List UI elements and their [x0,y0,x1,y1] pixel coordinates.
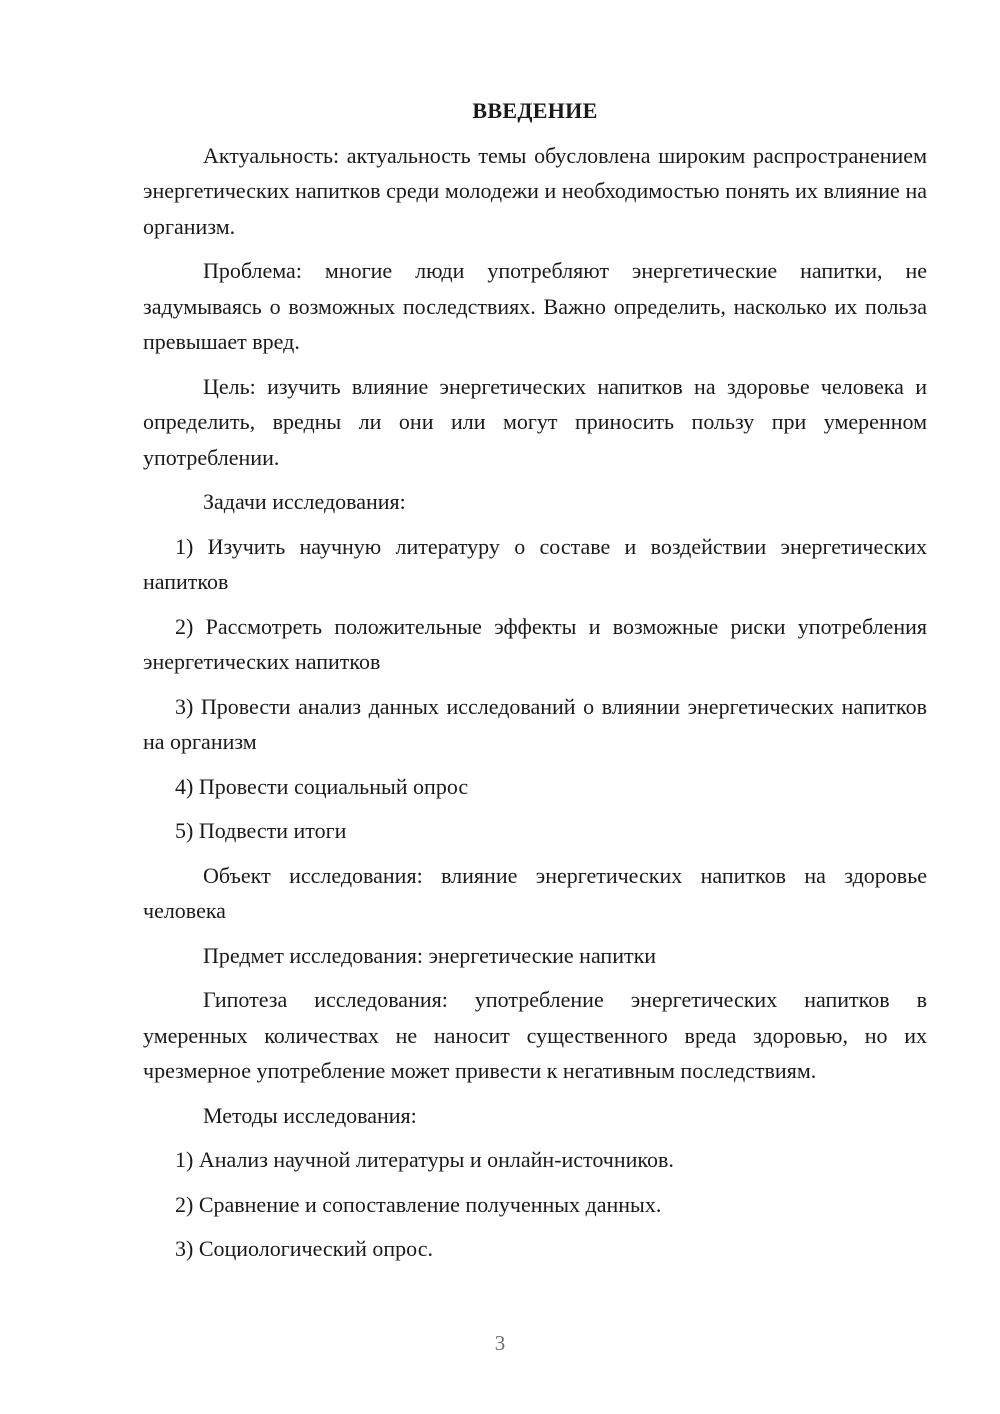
method-item: 3) Социологический опрос. [175,1236,433,1261]
document-page [143,93,927,1276]
methods-label: Методы исследования: [203,1102,417,1128]
relevance-paragraph: Актуальность: актуальность темы обусловлена широким распространением энергетических напитков среди молодежи и необходимостью понять их влияние на организм. [143,142,927,239]
task-item: 2) Рассмотреть положительные эффекты и возможные риски употребления энергетических напитков [143,613,927,674]
section-heading: ВВЕДЕНИЕ [472,98,598,123]
object-paragraph: Объект исследования: влияние энергетических напитков на здоровье человека [143,862,927,923]
task-item: 3) Провести анализ данных исследований о влиянии энергетических напитков на организм [143,693,927,754]
method-item: 2) Сравнение и сопоставление полученных данных. [175,1191,662,1217]
problem-paragraph: Проблема: многие люди употребляют энергетические напитки, не задумываясь о возможных последствиях. Важно определить, насколько их польза превышает вред. [143,258,927,354]
subject-paragraph: Предмет исследования: энергетические напитки [203,942,657,968]
task-item: 4) Провести социальный опрос [175,773,469,799]
method-item: 1) Анализ научной литературы и онлайн-источников. [175,1147,674,1172]
task-item: 1) Изучить научную литературу о составе и воздействии энергетических напитков [143,533,927,594]
page-number: 3 [494,1331,506,1355]
task-item: 5) Подвести итоги [175,818,347,843]
hypothesis-paragraph: Гипотеза исследования: употребление энергетических напитков в умеренных количествах не наносит существенного вреда здоровью, но их чрезмерное употребление может привести к негативным последствиям. [143,987,927,1083]
tasks-label: Задачи исследования: [203,489,406,514]
goal-paragraph: Цель: изучить влияние энергетических напитков на здоровье человека и определить, вредны ли они или могут приносить пользу при умеренном употреблении. [143,373,927,470]
